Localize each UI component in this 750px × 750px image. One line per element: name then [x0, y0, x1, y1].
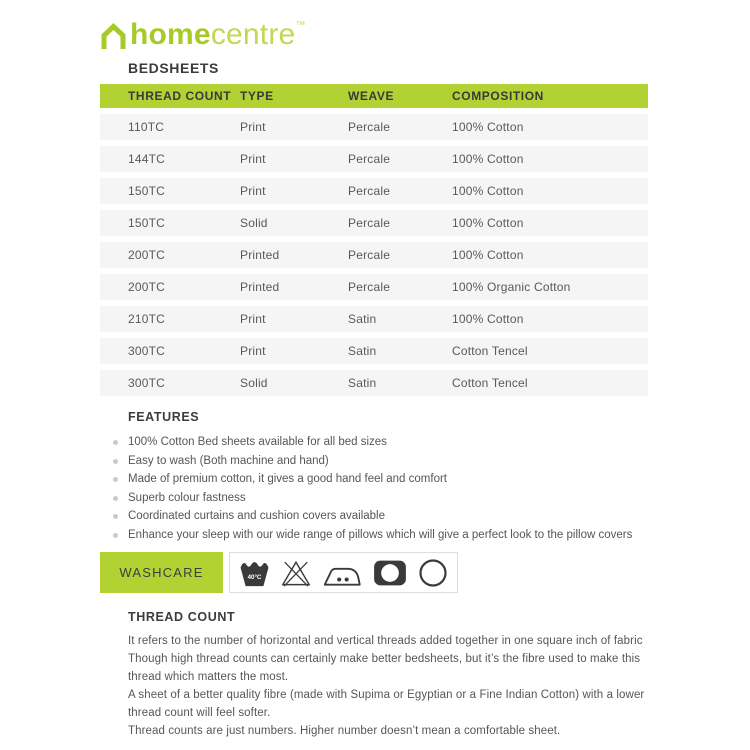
- cell-composition: 100% Cotton: [452, 152, 524, 166]
- logo-text-centre: centre: [210, 18, 296, 51]
- dry-clean-icon: [418, 558, 448, 588]
- machine-wash-40c-icon: [239, 558, 270, 588]
- cell-composition: Cotton Tencel: [452, 376, 528, 390]
- paragraph: A sheet of a better quality fibre (made with Supima or Egyptian or a Fine Indian Cotton) with a lower thread count will feel softer.: [128, 689, 645, 719]
- table-row: [100, 210, 648, 236]
- column-header-thread-count: THREAD COUNT: [128, 89, 232, 103]
- cell-thread-count: 150TC: [128, 184, 166, 198]
- table-row: [100, 274, 648, 300]
- svg-text:40°C: 40°C: [247, 573, 262, 581]
- paragraph: Thread counts are just numbers. Higher number doesn’t mean a comfortable sheet.: [128, 725, 561, 737]
- cell-weave: Percale: [348, 280, 391, 294]
- cell-weave: Percale: [348, 184, 391, 198]
- cell-composition: 100% Cotton: [452, 120, 524, 134]
- table-row: [100, 306, 648, 332]
- table-row: [100, 114, 648, 140]
- table-header-row: [100, 84, 648, 108]
- washcare-icons-box: [229, 552, 458, 593]
- table-row: [100, 242, 648, 268]
- table-row: [100, 178, 648, 204]
- page-title: BEDSHEETS: [128, 60, 219, 76]
- cell-composition: Cotton Tencel: [452, 344, 528, 358]
- washcare-label: WASHCARE: [100, 552, 223, 593]
- cell-weave: Satin: [348, 344, 377, 358]
- bullet-icon: [113, 459, 118, 464]
- cell-type: Print: [240, 152, 266, 166]
- cell-type: Print: [240, 312, 266, 326]
- iron-two-dots-icon: [322, 559, 362, 587]
- cell-weave: Percale: [348, 152, 391, 166]
- do-not-bleach-icon: [280, 558, 312, 588]
- cell-thread-count: 300TC: [128, 344, 166, 358]
- cell-weave: Percale: [348, 216, 391, 230]
- paragraph: Though high thread counts can certainly make better bedsheets, but it’s the fibre used to make this thread which matters the most.: [128, 653, 641, 683]
- cell-weave: Satin: [348, 312, 377, 326]
- list-item: Made of premium cotton, it gives a good hand feel and comfort: [100, 470, 700, 489]
- homecentre-logo: [100, 20, 305, 50]
- features-list: [100, 433, 700, 544]
- logo-text-home: home: [130, 18, 211, 51]
- column-header-composition: COMPOSITION: [452, 89, 544, 103]
- cell-composition: 100% Cotton: [452, 184, 524, 198]
- thread-count-section: [100, 610, 660, 740]
- cell-weave: Satin: [348, 376, 377, 390]
- cell-composition: 100% Organic Cotton: [452, 280, 571, 294]
- cell-thread-count: 144TC: [128, 152, 166, 166]
- bullet-icon: [113, 477, 118, 482]
- cell-thread-count: 150TC: [128, 216, 166, 230]
- bullet-icon: [113, 440, 118, 445]
- trademark-symbol: ™: [295, 20, 306, 31]
- cell-composition: 100% Cotton: [452, 312, 524, 326]
- cell-composition: 100% Cotton: [452, 216, 524, 230]
- features-section: [100, 410, 700, 544]
- cell-type: Printed: [240, 248, 280, 262]
- cell-type: Solid: [240, 216, 268, 230]
- thread-count-title: THREAD COUNT: [128, 610, 236, 624]
- cell-weave: Percale: [348, 248, 391, 262]
- cell-thread-count: 200TC: [128, 280, 166, 294]
- bedsheets-spec-table: [100, 84, 648, 396]
- cell-type: Print: [240, 184, 266, 198]
- column-header-type: TYPE: [240, 89, 274, 103]
- features-title: FEATURES: [128, 410, 200, 424]
- cell-thread-count: 200TC: [128, 248, 166, 262]
- cell-thread-count: 110TC: [128, 120, 165, 134]
- table-row: [100, 370, 648, 396]
- washcare-section: [100, 552, 458, 593]
- cell-composition: 100% Cotton: [452, 248, 524, 262]
- list-item: 100% Cotton Bed sheets available for all bed sizes: [100, 433, 700, 452]
- bullet-icon: [113, 533, 118, 538]
- bullet-icon: [113, 496, 118, 501]
- list-item: Enhance your sleep with our wide range of pillows which will give a perfect look to the pillow covers: [100, 526, 700, 545]
- cell-weave: Percale: [348, 120, 391, 134]
- tumble-dry-icon: [372, 558, 408, 588]
- cell-thread-count: 210TC: [128, 312, 166, 326]
- cell-type: Solid: [240, 376, 268, 390]
- list-item: Easy to wash (Both machine and hand): [100, 452, 700, 471]
- paragraph: It refers to the number of horizontal and vertical threads added together in one square inch of fabric: [128, 635, 643, 647]
- cell-type: Print: [240, 120, 266, 134]
- list-item: Superb colour fastness: [100, 489, 700, 508]
- cell-type: Print: [240, 344, 266, 358]
- list-item: Coordinated curtains and cushion covers available: [100, 507, 700, 526]
- column-header-weave: WEAVE: [348, 89, 395, 103]
- bullet-icon: [113, 514, 118, 519]
- table-row: [100, 338, 648, 364]
- thread-count-body: [100, 632, 660, 740]
- cell-type: Printed: [240, 280, 280, 294]
- cell-thread-count: 300TC: [128, 376, 166, 390]
- table-row: [100, 146, 648, 172]
- house-icon: [100, 23, 127, 50]
